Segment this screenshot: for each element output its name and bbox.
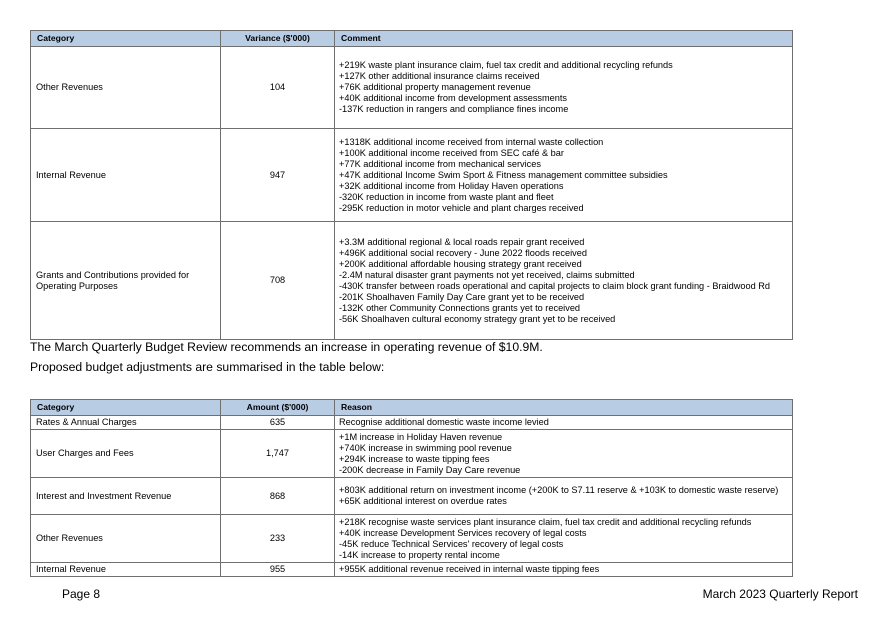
table-row	[31, 416, 793, 430]
reason-cell	[335, 563, 793, 577]
value-cell: 868	[221, 478, 335, 515]
comment-cell	[335, 47, 793, 129]
category-cell: Other Revenues	[31, 515, 221, 563]
table-header-row	[31, 400, 793, 416]
table-row	[31, 430, 793, 478]
reason-line: +740K increase in swimming pool revenue	[339, 442, 512, 453]
comment-line: +47K additional Income Swim Sport & Fitness management committee subsidies	[339, 169, 668, 180]
value-cell: 233	[221, 515, 335, 563]
value-cell: 955	[221, 563, 335, 577]
comment-line: -137K reduction in rangers and compliance fines income	[339, 104, 569, 114]
comment-line: +219K waste plant insurance claim, fuel tax credit and additional recycling refunds	[339, 60, 673, 70]
reason-line: +1M increase in Holiday Haven revenue	[339, 431, 503, 442]
reason-line: +40K increase Development Services recovery of legal costs	[339, 527, 587, 538]
category-cell: User Charges and Fees	[31, 430, 221, 478]
category-cell: Internal Revenue	[31, 129, 221, 222]
category-cell: Rates & Annual Charges	[31, 416, 221, 430]
comment-line: +76K additional property management revenue	[339, 82, 531, 92]
summary-paragraph: Proposed budget adjustments are summarised in the table below:	[30, 360, 385, 374]
table-row	[31, 515, 793, 563]
table-row	[31, 563, 793, 577]
reason-line: +218K recognise waste services plant insurance claim, fuel tax credit and additional recycling refunds	[339, 516, 752, 527]
comment-line: -201K Shoalhaven Family Day Care grant yet to be received	[339, 291, 585, 302]
comment-line: -2.4M natural disaster grant payments not yet received, claims submitted	[339, 269, 635, 280]
comment-line: -295K reduction in motor vehicle and plant charges received	[339, 202, 584, 213]
header-category: Category	[31, 400, 221, 416]
comment-line: +77K additional income from mechanical services	[339, 158, 541, 169]
reason-cell	[335, 416, 793, 430]
comment-line: +127K other additional insurance claims received	[339, 71, 540, 81]
reason-line: -45K reduce Technical Services' recovery of legal costs	[339, 538, 564, 549]
reason-cell	[335, 515, 793, 563]
value-cell: 104	[221, 47, 335, 129]
header-variance: Variance ($'000)	[221, 31, 335, 47]
category-cell: Other Revenues	[31, 47, 221, 129]
reason-line: -14K increase to property rental income	[339, 549, 500, 560]
comment-line: +32K additional income from Holiday Haven operations	[339, 180, 564, 191]
comment-line: +496K additional social recovery - June 2022 floods received	[339, 247, 587, 258]
table-row	[31, 47, 793, 129]
comment-line: -132K other Community Connections grants yet to received	[339, 302, 581, 313]
header-reason: Reason	[335, 400, 793, 416]
comment-line: +40K additional income from development assessments	[339, 93, 568, 103]
comment-line: +200K additional affordable housing strategy grant received	[339, 258, 582, 269]
reason-cell	[335, 478, 793, 515]
table-row	[31, 129, 793, 222]
variance-table	[30, 30, 793, 340]
summary-paragraph: The March Quarterly Budget Review recommends an increase in operating revenue of $10.9M.	[30, 340, 543, 354]
reason-line: +294K increase to waste tipping fees	[339, 453, 490, 464]
header-category: Category	[31, 31, 221, 47]
comment-line: -430K transfer between roads operational and capital projects to claim block grant funding - Braidwood Rd	[339, 280, 771, 291]
category-cell: Internal Revenue	[31, 563, 221, 577]
page-number: Page 8	[62, 587, 101, 601]
comment-line: +1318K additional income received from internal waste collection	[339, 136, 604, 147]
reason-cell	[335, 430, 793, 478]
comment-cell	[335, 129, 793, 222]
value-cell: 947	[221, 129, 335, 222]
value-cell: 1,747	[221, 430, 335, 478]
header-amount: Amount ($'000)	[221, 400, 335, 416]
comment-line: -320K reduction in income from waste plant and fleet	[339, 191, 554, 202]
comment-cell	[335, 222, 793, 340]
category-cell: Interest and Investment Revenue	[31, 478, 221, 515]
table-row	[31, 222, 793, 340]
value-cell: 708	[221, 222, 335, 340]
table-row	[31, 478, 793, 515]
budget-adjustments-table	[30, 399, 793, 577]
reason-line: +955K additional revenue received in internal waste tipping fees	[339, 564, 600, 574]
comment-line: +100K additional income received from SEC café & bar	[339, 147, 564, 158]
report-title: March 2023 Quarterly Report	[702, 587, 858, 601]
comment-line: -56K Shoalhaven cultural economy strategy grant yet to be received	[339, 313, 616, 324]
reason-line: +803K additional return on investment income (+200K to S7.11 reserve & +103K to domestic waste reserve)	[339, 485, 779, 495]
reason-line: Recognise additional domestic waste income levied	[339, 417, 549, 427]
reason-line: -200K decrease in Family Day Care revenue	[339, 464, 521, 475]
table-header-row	[31, 31, 793, 47]
reason-line: +65K additional interest on overdue rates	[339, 496, 507, 506]
comment-line: +3.3M additional regional & local roads repair grant received	[339, 236, 585, 247]
value-cell: 635	[221, 416, 335, 430]
category-cell: Grants and Contributions provided for Operating Purposes	[31, 222, 221, 340]
header-comment: Comment	[335, 31, 793, 47]
